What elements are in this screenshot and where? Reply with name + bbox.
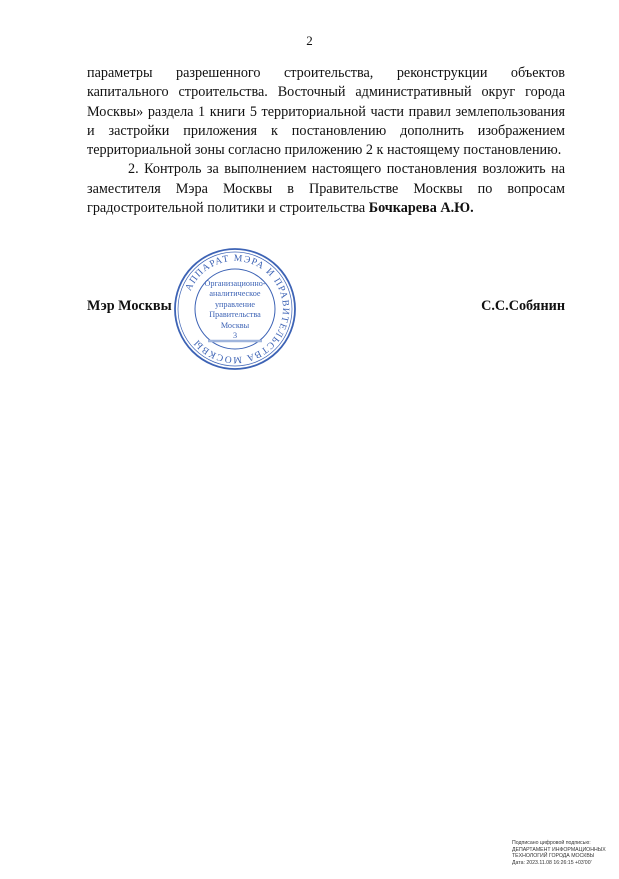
official-stamp — [172, 246, 298, 372]
stamp-line: 3 — [232, 331, 238, 341]
stamp-line: Москвы — [220, 320, 250, 330]
stamp-inner-text — [196, 279, 274, 341]
stamp-ring-text: АППАРАТ МЭРА И ПРАВИТЕЛЬСТВА МОСКВЫ — [183, 252, 292, 366]
stamp-line: Организационно- — [204, 279, 266, 288]
paragraph-2 — [87, 160, 565, 218]
digital-signature-line: Подписано цифровой подписью: — [512, 840, 591, 846]
paragraph-1: параметры разрешенного строительства, реконструкции объектов капитального строительства. Восточный административный округ города Москвы» раздела 1 книги 5 территориальной части правил землепользования и застройки приложения к постановлению дополнить изображением территориальной зоны согласно приложению 2 к настоящему постановлению. — [87, 65, 565, 159]
signatory-name: С.С.Собянин — [481, 298, 565, 314]
digital-signature-date: Дата: 2023.11.08 16:26:15 +03'00' — [512, 859, 592, 866]
stamp-line: Правительства — [209, 310, 261, 320]
page-number: 2 — [306, 33, 313, 48]
responsible-person-name: Бочкарева А.Ю. — [368, 200, 474, 217]
digital-signature-line: ТЕХНОЛОГИЙ ГОРОДА МОСКВЫ — [512, 853, 595, 860]
paragraph-2-text: 2. Контроль за выполнением настоящего постановления возложить на заместителя Мэра Москвы в Правительстве Москвы по вопросам градостроительной политики и строительства — [87, 161, 565, 217]
signatory-title: Мэр Москвы — [87, 298, 172, 314]
stamp-line: управление — [214, 299, 256, 309]
stamp-line: аналитическое — [209, 289, 261, 299]
digital-signature-line: ДЕПАРТАМЕНТ ИНФОРМАЦИОННЫХ — [512, 846, 606, 853]
digital-signature-note — [512, 840, 617, 866]
document-body — [87, 64, 565, 218]
